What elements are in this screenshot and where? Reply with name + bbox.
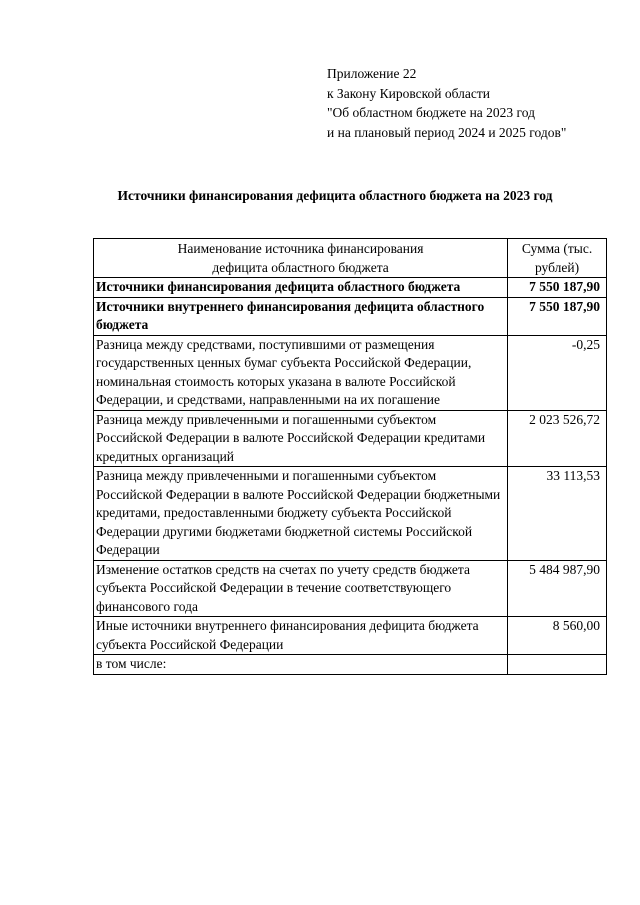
annex-line-1: Приложение 22 — [327, 66, 417, 81]
annex-line-4: и на плановый период 2024 и 2025 годов" — [327, 124, 567, 140]
amount-cell — [508, 655, 607, 675]
source-name-cell: Источники внутреннего финансирования дефицита областного бюджета — [94, 297, 508, 335]
amount-cell: 33 113,53 — [508, 467, 607, 561]
financing-sources-table — [93, 238, 607, 675]
source-name-cell: Разница между привлеченными и погашенными субъектом Российской Федерации в валюте Российской Федерации бюджетными кредитами, предоставленными бюджету субъекта Российской Федерации другими бюджетами бюджетной системы Российской Федерации — [94, 467, 508, 561]
table-row — [94, 467, 607, 561]
table-row — [94, 617, 607, 655]
source-name-cell: Иные источники внутреннего финансирования дефицита бюджета субъекта Российской Федерации — [94, 617, 508, 655]
table-row — [94, 560, 607, 617]
source-name-cell: Источники финансирования дефицита областного бюджета — [94, 278, 508, 298]
source-name-cell: в том числе: — [94, 655, 508, 675]
column-header-amount: Сумма (тыс. рублей) — [508, 239, 607, 278]
annex-header — [327, 64, 566, 142]
table-body — [94, 278, 607, 675]
table-header-row — [94, 239, 607, 278]
document-title: Источники финансирования дефицита областного бюджета на 2023 год — [117, 188, 553, 203]
table-row — [94, 278, 607, 298]
source-name-cell: Разница между средствами, поступившими от размещения государственных ценных бумаг субъекта Российской Федерации, номинальная стоимость которых указана в валюте Российской Федерации, и средствами, направленными на их погашение — [94, 335, 508, 410]
amount-cell: 2 023 526,72 — [508, 410, 607, 467]
table-row — [94, 655, 607, 675]
table-row — [94, 410, 607, 467]
amount-cell: 5 484 987,90 — [508, 560, 607, 617]
source-name-cell: Разница между привлеченными и погашенными субъектом Российской Федерации в валюте Российской Федерации кредитами кредитных организаций — [94, 410, 508, 467]
annex-line-3: "Об областном бюджете на 2023 год — [327, 105, 535, 120]
table-row — [94, 335, 607, 410]
amount-cell: 7 550 187,90 — [508, 297, 607, 335]
source-name-cell: Изменение остатков средств на счетах по учету средств бюджета субъекта Российской Федерации в течение соответствующего финансового года — [94, 560, 508, 617]
amount-cell: 7 550 187,90 — [508, 278, 607, 298]
amount-cell: 8 560,00 — [508, 617, 607, 655]
column-header-name: Наименование источника финансирования дефицита областного бюджета — [94, 239, 508, 278]
table-row — [94, 297, 607, 335]
annex-line-2: к Закону Кировской области — [327, 85, 491, 101]
amount-cell: -0,25 — [508, 335, 607, 410]
